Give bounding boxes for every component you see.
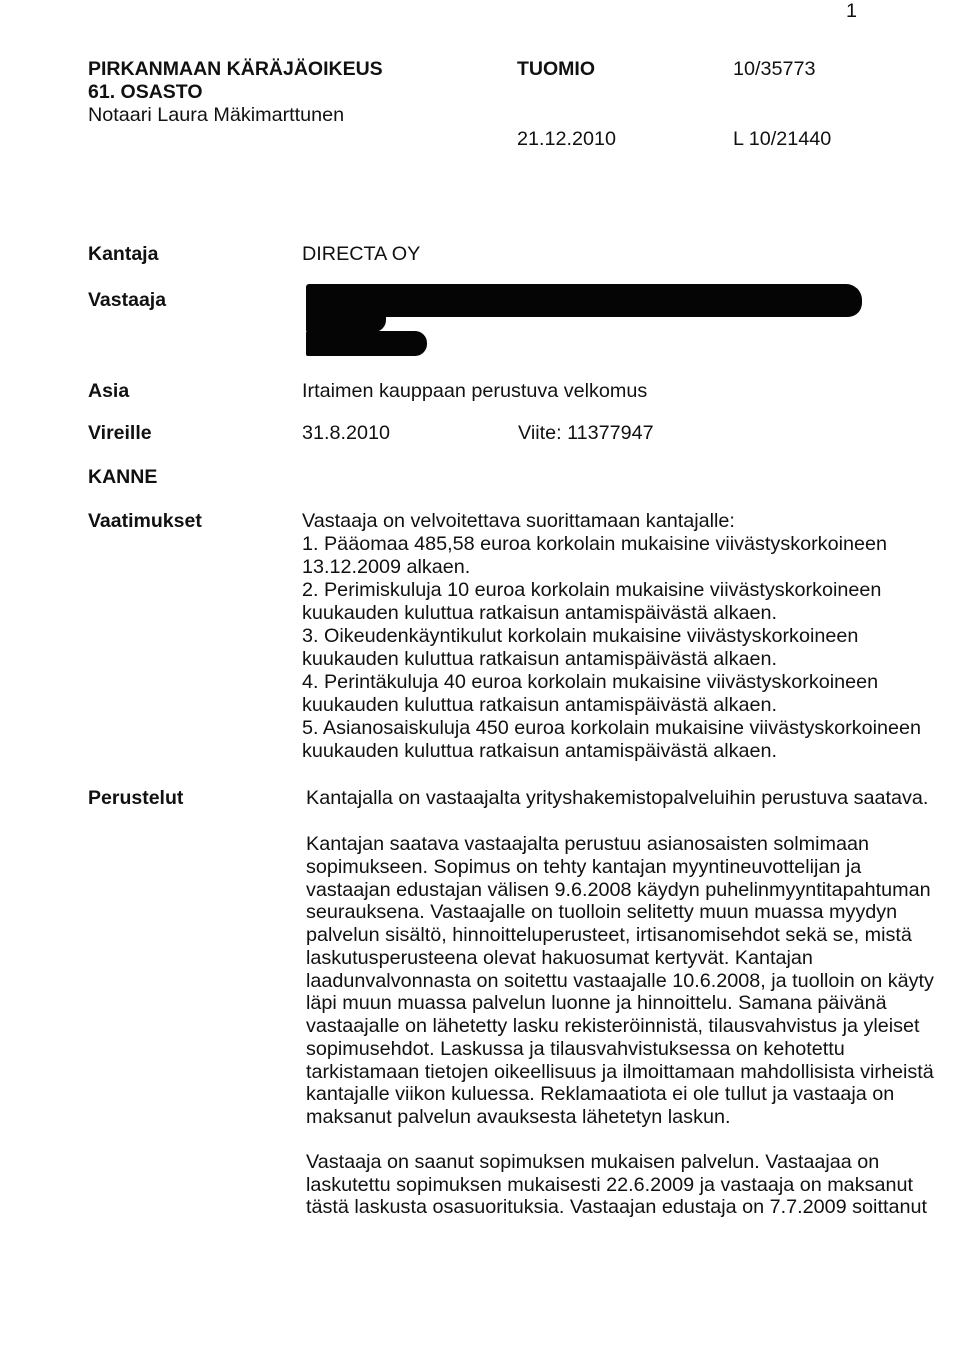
redaction-block bbox=[306, 284, 862, 317]
redaction-block bbox=[306, 306, 386, 332]
grounds-paragraph bbox=[306, 1151, 927, 1219]
document-date: 21.12.2010 bbox=[517, 128, 617, 150]
claim-line: 13.12.2009 alkaen. bbox=[302, 556, 471, 578]
grounds-line: kantajalle viikon kuluessa. Reklamaatiota ei ole tullut ja vastaaja on bbox=[306, 1083, 895, 1106]
grounds-line: tästä laskusta osasuorituksia. Vastaajan edustaja on 7.7.2009 soittanut bbox=[306, 1196, 927, 1218]
reference-number: Viite: 11377947 bbox=[518, 422, 654, 444]
grounds-line: Kantajan saatava vastaajalta perustuu asianosaisten solmimaan bbox=[306, 833, 870, 855]
grounds-paragraph bbox=[306, 833, 934, 1129]
grounds-line: sopimukseen. Sopimus on tehty kantajan myyntineuvottelijan ja bbox=[306, 855, 862, 878]
document-number: 10/35773 bbox=[733, 58, 816, 80]
court-name: PIRKANMAAN KÄRÄJÄOIKEUS bbox=[88, 58, 383, 80]
filed-date: 31.8.2010 bbox=[302, 422, 391, 444]
redaction-edge-mark bbox=[300, 292, 303, 308]
subject-text: Irtaimen kauppaan perustuva velkomus bbox=[302, 380, 648, 402]
redaction-block bbox=[306, 331, 427, 356]
claims-label: Vaatimukset bbox=[88, 510, 202, 532]
page-number: 1 bbox=[846, 0, 858, 22]
claim-line: 5. Asianosaiskuluja 450 euroa korkolain mukaisine viivästyskorkoineen bbox=[302, 717, 922, 739]
claim-line: kuukauden kuluttua ratkaisun antamispäivästä alkaen. bbox=[302, 648, 778, 670]
claim-line: 3. Oikeudenkäyntikulut korkolain mukaisine viivästyskorkoineen bbox=[302, 625, 859, 647]
clerk-name: Notaari Laura Mäkimarttunen bbox=[88, 104, 345, 126]
court-department: 61. OSASTO bbox=[88, 81, 203, 103]
case-number: L 10/21440 bbox=[733, 128, 832, 150]
claim-line: 2. Perimiskuluja 10 euroa korkolain mukaisine viivästyskorkoineen bbox=[302, 579, 882, 601]
grounds-intro: Kantajalla on vastaajalta yrityshakemistopalveluihin perustuva saatava. bbox=[306, 787, 929, 809]
document-type: TUOMIO bbox=[517, 58, 595, 80]
claim-line: kuukauden kuluttua ratkaisun antamispäivästä alkaen. bbox=[302, 602, 778, 624]
plaintiff-label: Kantaja bbox=[88, 243, 159, 265]
grounds-line: laadunvalvonnasta on soitettu vastaajalle 10.6.2008, ja tuolloin on käyty bbox=[306, 969, 934, 992]
grounds-line: seurauksena. Vastaajalle on tuolloin selitetty muun muassa myydyn bbox=[306, 901, 898, 924]
plaintiff-name: DIRECTA OY bbox=[302, 243, 421, 265]
claims-text bbox=[302, 510, 921, 763]
filed-label: Vireille bbox=[88, 422, 152, 444]
grounds-line: Vastaaja on saanut sopimuksen mukaisen palvelun. Vastaajaa on bbox=[306, 1151, 880, 1173]
grounds-line: laskutusperusteena olevat hakuosumat kertyvät. Kantajan bbox=[306, 946, 813, 969]
grounds-line: läpi muun muassa palvelun luonne ja hinnoittelu. Samana päivänä bbox=[306, 992, 887, 1015]
claim-line: 4. Perintäkuluja 40 euroa korkolain mukaisine viivästyskorkoineen bbox=[302, 671, 879, 693]
defendant-label: Vastaaja bbox=[88, 289, 167, 311]
grounds-line: vastaajan edustajan välisen 9.6.2008 käydyn puhelinmyyntitapahtuman bbox=[306, 878, 931, 901]
grounds-line: tarkistamaan tietojen oikeellisuus ja ilmoittamaan mahdollisista virheistä bbox=[306, 1060, 934, 1083]
grounds-line: laskutettu sopimuksen mukaisesti 22.6.2009 ja vastaaja on maksanut bbox=[306, 1173, 913, 1196]
section-title: KANNE bbox=[88, 466, 158, 488]
subject-label: Asia bbox=[88, 380, 130, 402]
grounds-line: palvelun sisältö, hinnoitteluperusteet, irtisanomisehdot sekä se, mistä bbox=[306, 924, 912, 946]
grounds-line: vastaajalle on lähetetty lasku rekisteröinnistä, tilausvahvistus ja yleiset bbox=[306, 1015, 920, 1037]
claim-line: 1. Pääomaa 485,58 euroa korkolain mukaisine viivästyskorkoineen bbox=[302, 533, 887, 555]
grounds-label: Perustelut bbox=[88, 787, 184, 809]
claim-line: kuukauden kuluttua ratkaisun antamispäivästä alkaen. bbox=[302, 694, 778, 716]
claim-line: Vastaaja on velvoitettava suorittamaan kantajalle: bbox=[302, 510, 735, 532]
grounds-line: maksanut palvelun avauksesta lähetetyn laskun. bbox=[306, 1106, 731, 1128]
grounds-line: sopimusehdot. Laskussa ja tilausvahvistuksessa on kehotettu bbox=[306, 1037, 845, 1060]
claim-line: kuukauden kuluttua ratkaisun antamispäivästä alkaen. bbox=[302, 740, 778, 762]
